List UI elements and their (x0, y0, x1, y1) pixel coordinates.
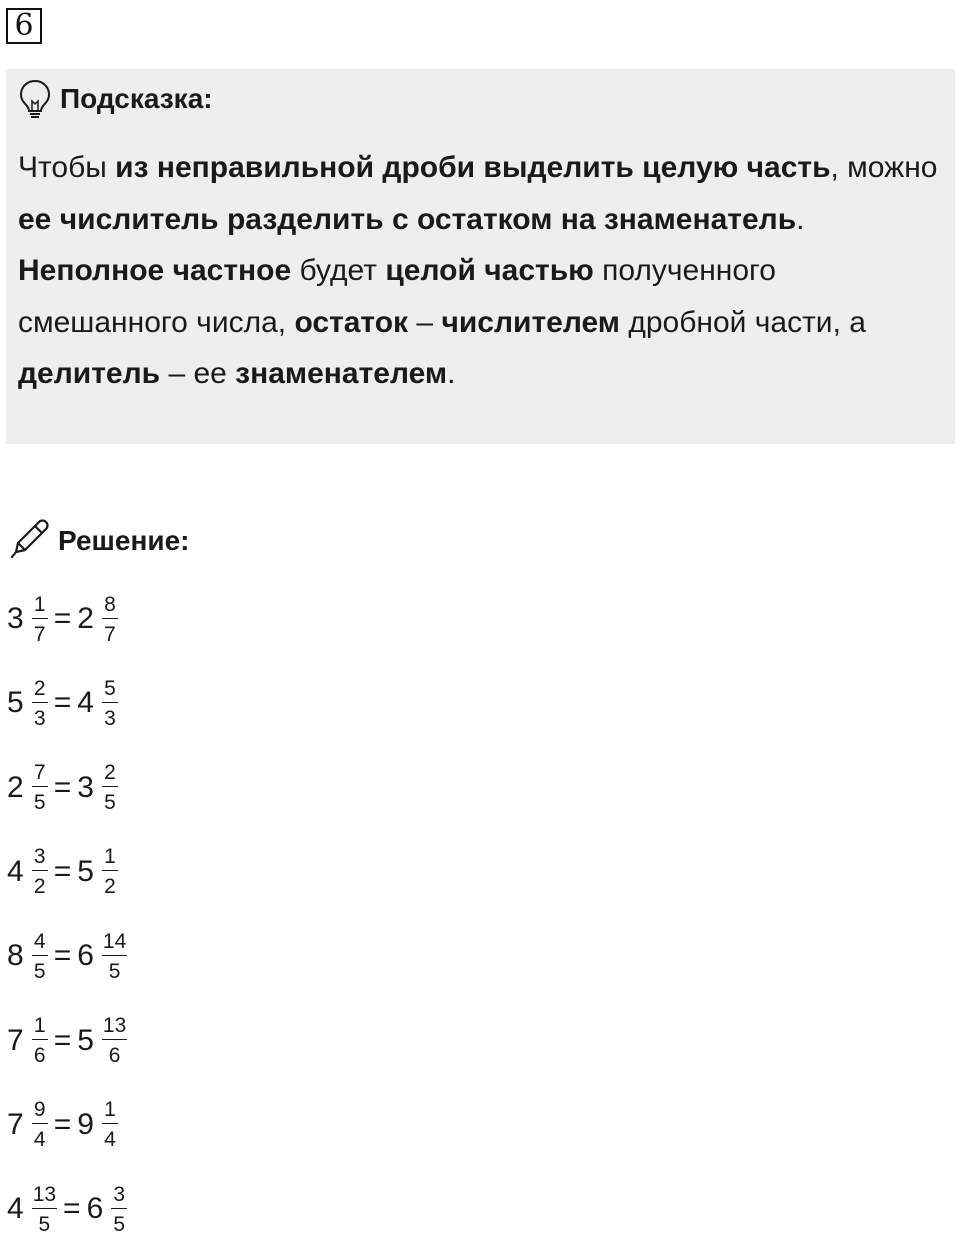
hint-text-bold: знаменателем (235, 357, 448, 390)
equation-row (7, 668, 118, 738)
numerator: 2 (102, 762, 118, 787)
numerator: 1 (32, 1015, 48, 1040)
denominator: 4 (104, 1128, 116, 1152)
denominator: 5 (104, 791, 116, 815)
numerator: 9 (32, 1099, 48, 1124)
right-whole: 9 (77, 1107, 94, 1141)
right-fraction (102, 678, 118, 729)
numerator: 4 (32, 931, 48, 956)
equals-sign: = (63, 1192, 81, 1226)
hint-text (18, 142, 938, 400)
numerator: 1 (102, 1099, 118, 1124)
task-number: 6 (14, 8, 34, 43)
left-fraction (32, 1184, 57, 1235)
equation-row (7, 584, 118, 654)
denominator: 5 (113, 1212, 126, 1236)
right-whole: 2 (77, 602, 94, 635)
right-whole: 3 (77, 770, 94, 804)
right-fraction (111, 1184, 127, 1235)
numerator: 13 (32, 1184, 57, 1209)
denominator: 3 (104, 706, 116, 730)
numerator: 5 (102, 678, 118, 703)
hint-text-segment: . (447, 357, 456, 390)
equals-sign: = (53, 1023, 72, 1057)
right-whole: 6 (77, 939, 94, 973)
equals-sign: = (53, 854, 72, 888)
left-fraction (32, 846, 48, 897)
left-whole: 5 (7, 686, 24, 720)
denominator: 5 (108, 959, 121, 983)
left-whole: 3 (7, 602, 24, 635)
hint-text-bold: Неполное частное (18, 254, 292, 287)
numerator: 14 (102, 931, 127, 956)
denominator: 2 (104, 875, 116, 899)
denominator: 7 (33, 622, 46, 646)
solution-header (8, 516, 189, 565)
left-fraction (32, 931, 48, 982)
right-whole: 4 (77, 686, 94, 720)
lightbulb-icon (18, 79, 52, 119)
hint-text-bold: из неправильной дроби выделить целую часть (115, 151, 831, 184)
left-fraction (32, 1015, 48, 1066)
right-fraction (102, 931, 127, 982)
equation-row (7, 837, 118, 907)
right-fraction (102, 846, 118, 897)
right-fraction (102, 1015, 127, 1066)
denominator: 5 (38, 1212, 51, 1236)
hint-box (6, 69, 955, 444)
left-fraction (32, 762, 48, 813)
left-fraction (32, 594, 48, 645)
left-whole: 7 (7, 1023, 24, 1057)
hint-text-segment: полученного смешанного числа, (18, 254, 776, 339)
equals-sign: = (53, 686, 72, 720)
numerator: 7 (32, 762, 48, 787)
equation-row (7, 1174, 127, 1244)
hint-text-segment: будет (291, 254, 386, 287)
left-whole: 7 (7, 1107, 24, 1141)
equals-sign: = (53, 602, 72, 635)
numerator: 1 (32, 594, 48, 619)
hint-text-segment: дробной части, а (620, 305, 866, 339)
solution-title: Решение: (58, 524, 190, 556)
equation-row (7, 1006, 127, 1076)
denominator: 5 (33, 959, 46, 983)
hint-title: Подсказка: (60, 83, 213, 114)
right-fraction (102, 762, 118, 813)
hint-text-segment: Чтобы (18, 151, 116, 184)
hint-text-segment: – ее (160, 357, 236, 390)
right-fraction (102, 594, 118, 645)
hint-text-bold: остаток (294, 305, 409, 339)
hint-text-segment: . (796, 202, 805, 236)
denominator: 5 (33, 791, 46, 815)
denominator: 2 (33, 875, 46, 899)
numerator: 3 (111, 1184, 127, 1209)
right-whole: 5 (77, 854, 94, 888)
hint-text-bold: целой частью (385, 254, 594, 287)
numerator: 13 (102, 1015, 127, 1040)
hint-text-segment: , можно (830, 151, 938, 184)
numerator: 1 (102, 846, 118, 871)
denominator: 6 (33, 1044, 46, 1067)
left-whole: 8 (7, 939, 24, 973)
denominator: 7 (104, 622, 116, 646)
left-whole: 4 (7, 1192, 24, 1226)
left-whole: 4 (7, 854, 24, 888)
left-whole: 2 (7, 770, 24, 804)
denominator: 3 (33, 706, 46, 730)
hint-text-bold: делитель (18, 357, 161, 390)
right-fraction (102, 1099, 118, 1150)
numerator: 8 (102, 594, 118, 619)
task-number-badge (6, 8, 42, 44)
equation-row (7, 753, 118, 823)
equals-sign: = (53, 1107, 72, 1141)
hint-text-bold: числителем (441, 305, 621, 339)
left-fraction (32, 1099, 48, 1150)
denominator: 4 (33, 1128, 46, 1152)
hint-text-segment: – (408, 305, 442, 339)
hint-text-bold: ее числитель разделить с остатком на знаменатель (18, 202, 797, 236)
right-whole: 5 (77, 1023, 94, 1057)
equals-sign: = (53, 770, 72, 804)
denominator: 6 (108, 1044, 121, 1067)
equation-row (7, 1090, 118, 1160)
numerator: 3 (32, 846, 48, 871)
left-fraction (32, 678, 48, 729)
pencil-icon (8, 516, 52, 565)
right-whole: 6 (86, 1192, 104, 1226)
hint-header (18, 79, 213, 119)
numerator: 2 (32, 678, 48, 703)
equation-row (7, 921, 127, 991)
equals-sign: = (53, 939, 72, 973)
